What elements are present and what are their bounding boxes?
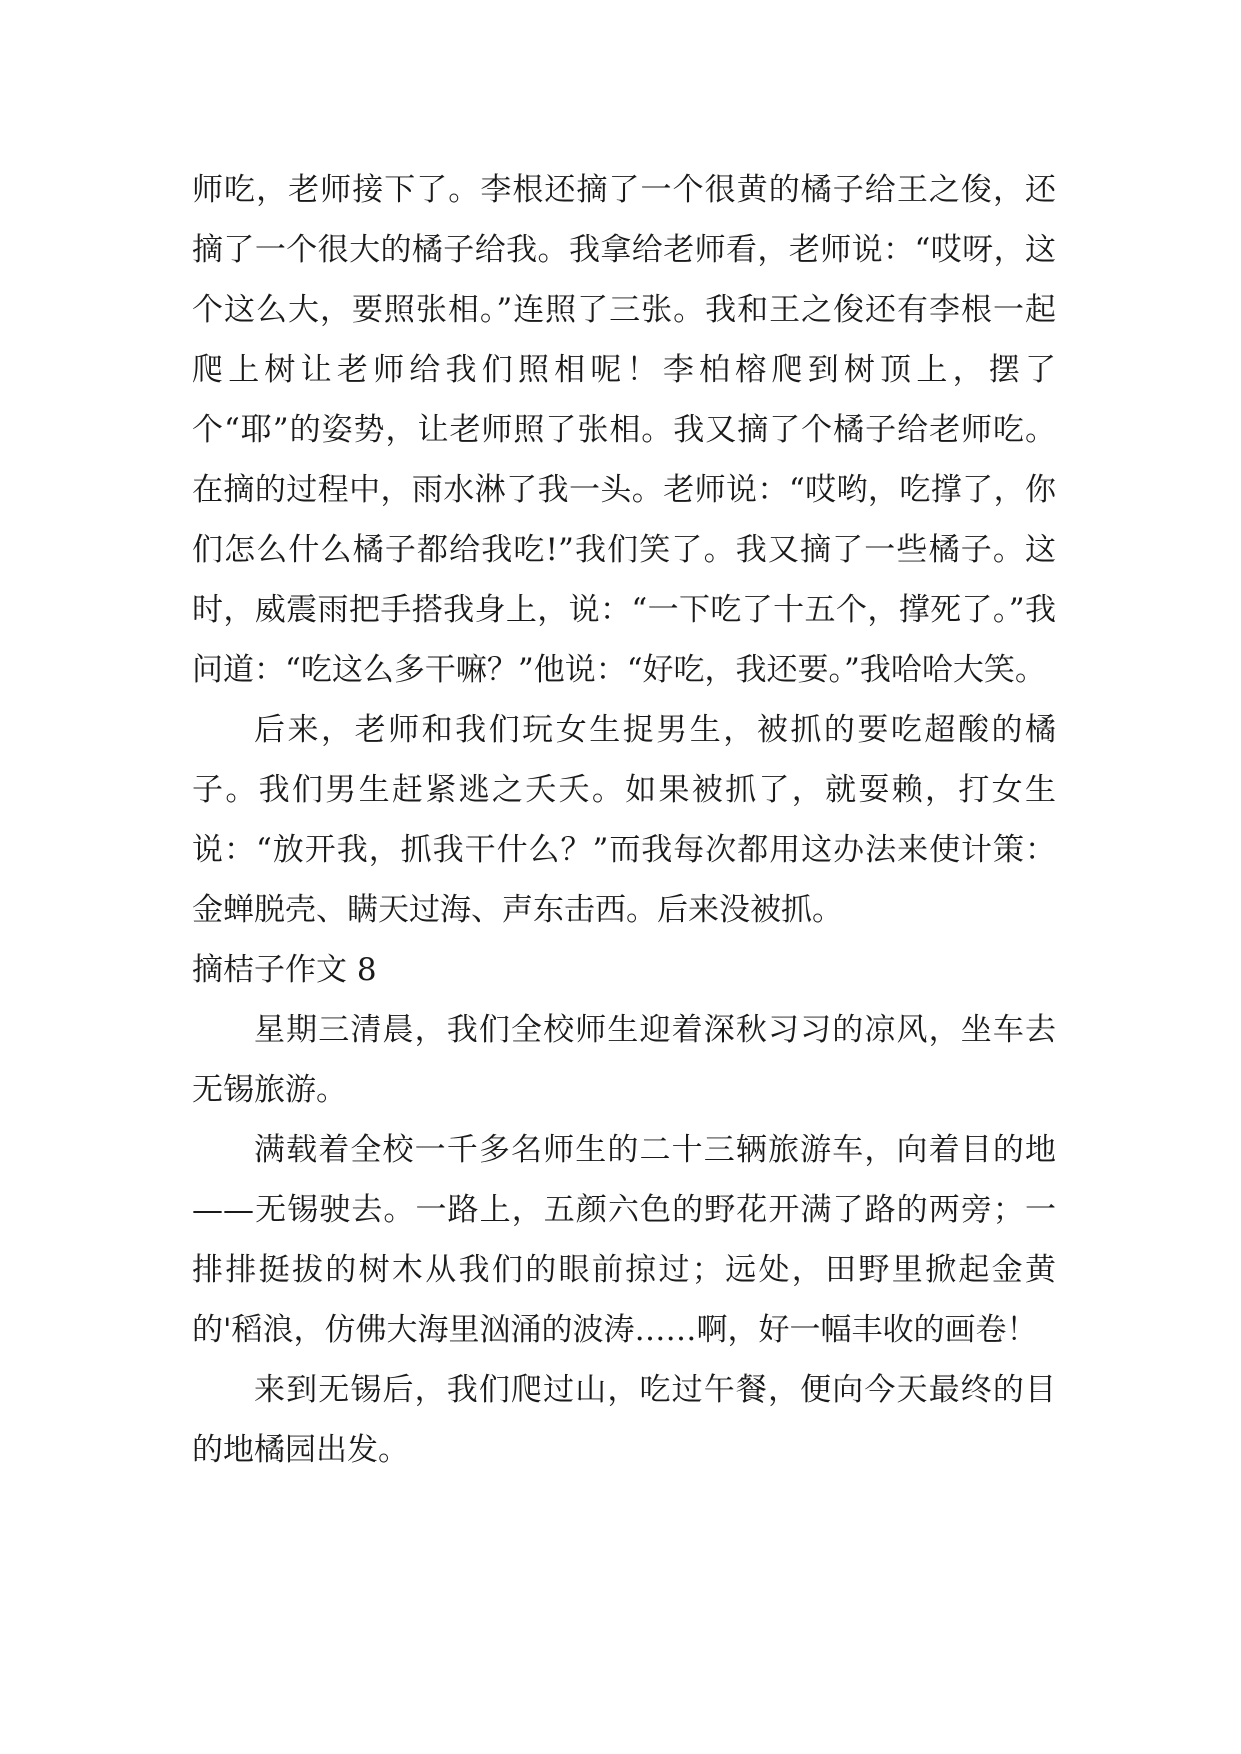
paragraph-arrival-wuxi: 来到无锡后，我们爬过山，吃过午餐，便向今天最终的目的地橘园出发。 bbox=[192, 1372, 1056, 1468]
document-page bbox=[192, 160, 1056, 1480]
paragraph-orange-picking-continued: 师吃，老师接下了。李根还摘了一个很黄的橘子给王之俊，还摘了一个很大的橘子给我。我拿给老师看，老师说：“哎呀，这个这么大，要照张相。”连照了三张。我和王之俊还有李根一起爬上树让老师给我们照相呢！李柏榕爬到树顶上，摆了个“耶”的姿势，让老师照了张相。我又摘了个橘子给老师吃。在摘的过程中，雨水淋了我一头。老师说：“哎哟，吃撑了，你们怎么什么橘子都给我吃!”我们笑了。我又摘了一些橘子。这时，威震雨把手搭我身上，说：“一下吃了十五个，撑死了。”我问道：“吃这么多干嘛？”他说：“好吃，我还要。”我哈哈大笑。 bbox=[192, 172, 1056, 688]
paragraph-girls-chase-boys: 后来，老师和我们玩女生捉男生，被抓的要吃超酸的橘子。我们男生赶紧逃之夭夭。如果被抓了，就耍赖，打女生说：“放开我，抓我干什么？”而我每次都用这办法来使计策：金蝉脱壳、瞒天过海、声东击西。后来没被抓。 bbox=[192, 712, 1056, 928]
section-heading: 摘桔子作文 8 bbox=[192, 952, 377, 988]
paragraph-wednesday-morning: 星期三清晨，我们全校师生迎着深秋习习的凉风，坐车去无锡旅游。 bbox=[192, 1012, 1056, 1108]
paragraph-bus-journey: 满载着全校一千多名师生的二十三辆旅游车，向着目的地——无锡驶去。一路上，五颜六色的野花开满了路的两旁；一排排挺拔的树木从我们的眼前掠过；远处，田野里掀起金黄的'稻浪，仿佛大海里汹涌的波涛……啊，好一幅丰收的画卷！ bbox=[192, 1132, 1056, 1348]
